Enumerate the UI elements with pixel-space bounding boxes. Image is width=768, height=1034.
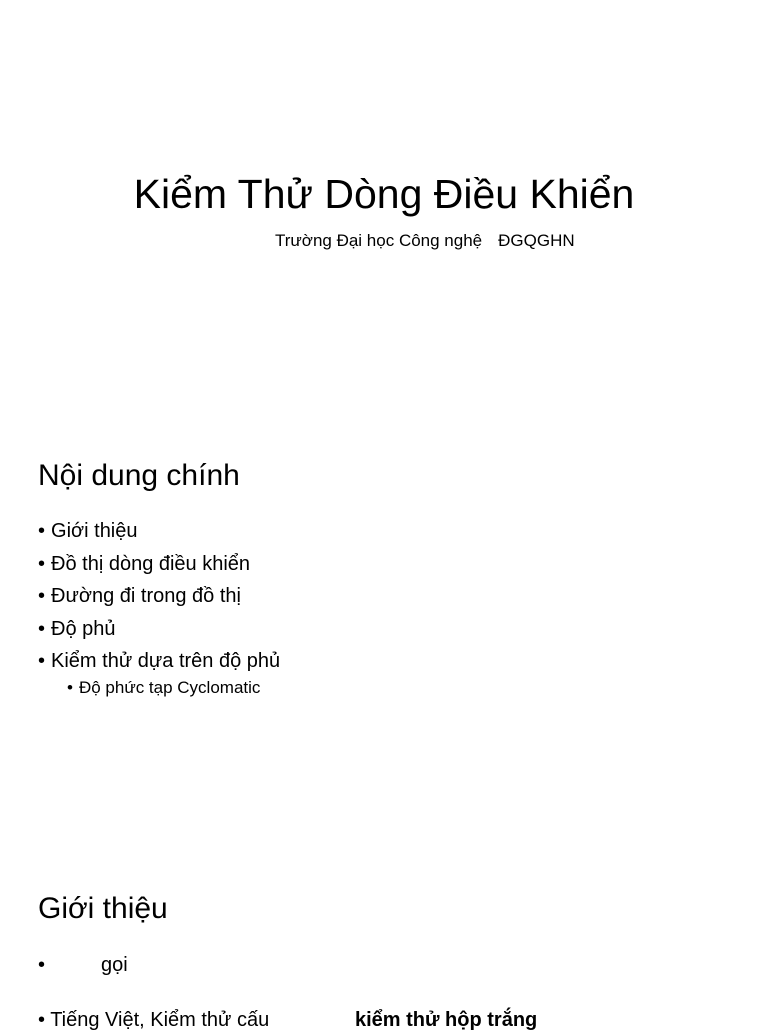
intro-line-2: • Tiếng Việt, Kiểm thử cấu [38, 1009, 270, 1031]
list-item: • Đường đi trong đồ thị [38, 580, 280, 613]
intro-line-1: gọi [101, 954, 128, 976]
slide-title: Kiểm Thử Dòng Điều Khiển [133, 171, 635, 217]
list-item: • Kiểm thử dựa trên độ phủ [38, 645, 280, 678]
list-item: • Giới thiệu [38, 515, 280, 548]
intro-bullet-marker: • [38, 954, 46, 976]
list-item: • Độ phức tạp Cyclomatic [67, 677, 260, 699]
intro-heading: Giới thiệu [38, 892, 168, 925]
contents-heading: Nội dung chính [38, 459, 240, 492]
list-item: • Đồ thị dòng điều khiển [38, 548, 280, 581]
list-item: • Độ phủ [38, 613, 280, 646]
subtitle-university: Trường Đại học Công nghệ [275, 231, 483, 250]
subtitle-organization: ĐGQGHN [498, 231, 575, 250]
intro-line-2-bold: kiểm thử hộp trắng [355, 1009, 538, 1031]
